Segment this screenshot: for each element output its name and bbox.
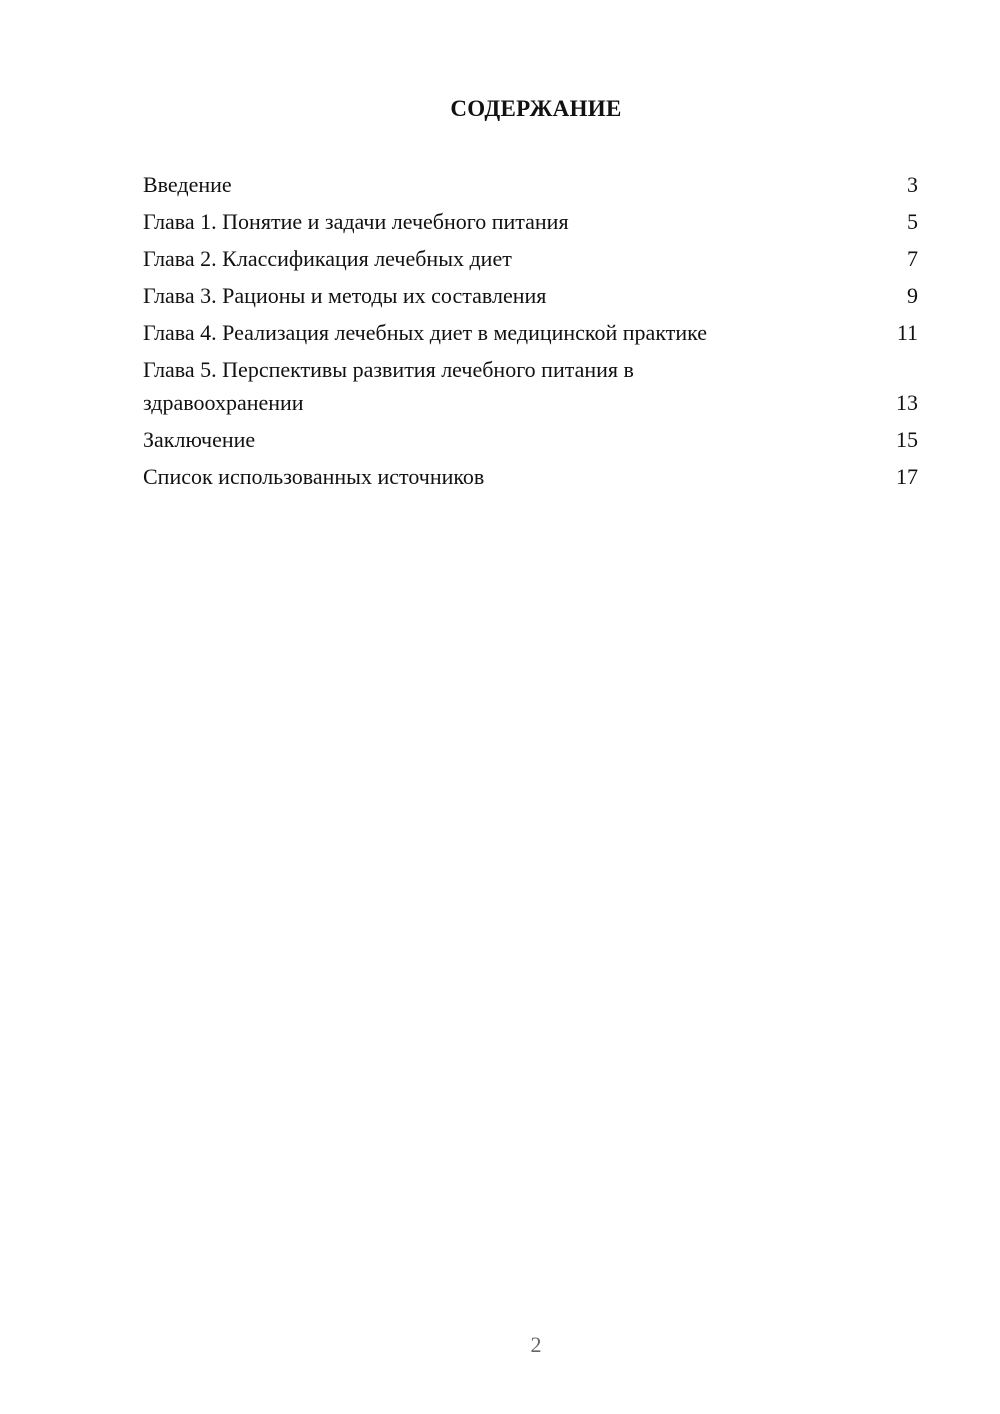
toc-heading: СОДЕРЖАНИЕ xyxy=(450,96,622,121)
toc-entry-chapter-4 xyxy=(143,316,918,349)
toc-entry-title: Глава 3. Рационы и методы их составления xyxy=(143,283,547,308)
toc-entry-chapter-2 xyxy=(143,242,918,275)
toc-entry-page: 5 xyxy=(907,209,918,234)
toc-entry-page: 15 xyxy=(896,427,918,452)
toc-entry-title: Заключение xyxy=(143,427,256,452)
toc-entry-title: Глава 1. Понятие и задачи лечебного питания xyxy=(143,209,569,234)
toc-list xyxy=(143,168,918,497)
toc-entry-page: 9 xyxy=(907,283,918,308)
toc-entry-conclusion xyxy=(143,423,918,456)
toc-entry-chapter-3 xyxy=(143,279,918,312)
toc-entry-references xyxy=(143,460,918,493)
toc-entry-title: Глава 5. Перспективы развития лечебного питания в здравоохранении xyxy=(143,357,634,415)
toc-entry-introduction xyxy=(143,168,918,201)
toc-entry-title: Список использованных источников xyxy=(143,464,485,489)
toc-entry-title: Глава 2. Классификация лечебных диет xyxy=(143,246,512,271)
toc-entry-title: Введение xyxy=(143,172,232,197)
toc-entry-page: 13 xyxy=(896,390,918,415)
toc-entry-page: 17 xyxy=(896,464,918,489)
toc-entry-chapter-5 xyxy=(143,353,918,419)
toc-entry-title: Глава 4. Реализация лечебных диет в медицинской практике xyxy=(143,320,708,345)
toc-entry-page: 11 xyxy=(896,320,918,345)
page-number: 2 xyxy=(530,1332,542,1357)
toc-entry-chapter-1 xyxy=(143,205,918,238)
toc-entry-page: 7 xyxy=(907,246,918,271)
toc-entry-page: 3 xyxy=(907,172,918,197)
